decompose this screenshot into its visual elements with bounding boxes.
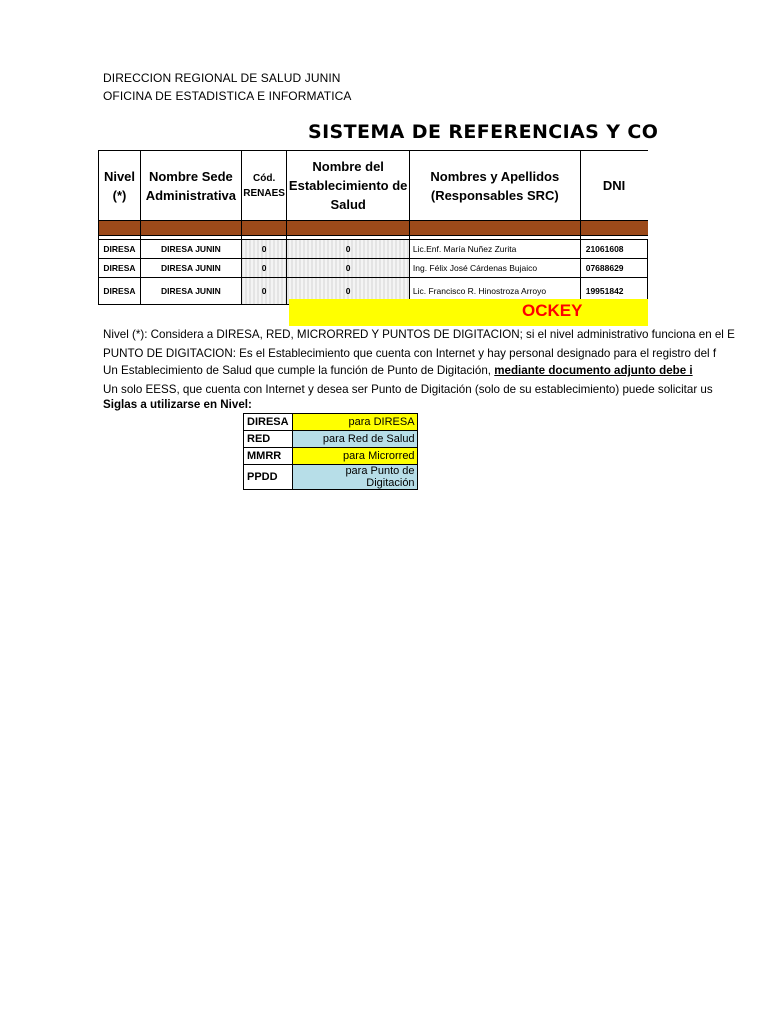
table-row — [99, 240, 648, 259]
col-header-responsables: Nombres y Apellidos (Responsables SRC) — [409, 151, 580, 221]
page-title: SISTEMA DE REFERENCIAS Y CO — [308, 121, 659, 143]
cell-responsable[interactable]: Lic. Francisco R. Hinostroza Arroyo — [409, 278, 580, 305]
cell-nivel[interactable]: DIRESA — [99, 259, 141, 278]
cell-nivel[interactable]: DIRESA — [99, 278, 141, 305]
col-header-sede: Nombre Sede Administrativa — [140, 151, 241, 221]
note-eess: Un solo EESS, que cuenta con Internet y desea ser Punto de Digitación (solo de su establecimiento) puede solicitar us — [103, 383, 713, 396]
col-header-cod: Cód. RENAES — [241, 151, 287, 221]
col-header-establecimiento: Nombre del Establecimiento de Salud — [287, 151, 409, 221]
cell-dni[interactable]: 19951842 — [580, 278, 647, 305]
legend-code[interactable]: RED — [244, 431, 293, 448]
legend-code[interactable]: DIRESA — [244, 414, 293, 431]
cell-dni[interactable]: 07688629 — [580, 259, 647, 278]
cell-sede[interactable]: DIRESA JUNIN — [140, 240, 241, 259]
note-nivel: Nivel (*): Considera a DIRESA, RED, MICRORRED Y PUNTOS DE DIGITACION; si el nivel administrativo funciona en el E — [103, 328, 735, 341]
ockey-banner — [289, 299, 648, 326]
note-siglas: Siglas a utilizarse en Nivel: — [103, 398, 252, 411]
legend-row — [244, 465, 418, 490]
cell-sede[interactable]: DIRESA JUNIN — [140, 278, 241, 305]
legend-row — [244, 414, 418, 431]
legend-desc[interactable]: para Punto de Digitación — [292, 465, 417, 490]
cell-nivel[interactable]: DIRESA — [99, 240, 141, 259]
cell-dni[interactable]: 21061608 — [580, 240, 647, 259]
legend-desc[interactable]: para Red de Salud — [292, 431, 417, 448]
cell-responsable[interactable]: Lic.Enf. María Nuñez Zurita — [409, 240, 580, 259]
legend-desc[interactable]: para DIRESA — [292, 414, 417, 431]
col-header-nivel: Nivel (*) — [99, 151, 141, 221]
cell-cod[interactable]: 0 — [241, 278, 287, 305]
ockey-label: OCKEY — [522, 301, 583, 320]
legend-row — [244, 448, 418, 465]
cell-cod[interactable]: 0 — [241, 240, 287, 259]
separator-band — [99, 221, 648, 236]
cell-responsable[interactable]: Ing. Félix José Cárdenas Bujaico — [409, 259, 580, 278]
legend-code[interactable]: PPDD — [244, 465, 293, 490]
note-documento-adjunto: mediante documento adjunto debe i — [494, 364, 693, 377]
table-row — [99, 259, 648, 278]
legend-row — [244, 431, 418, 448]
cell-establecimiento[interactable]: 0 — [287, 278, 409, 305]
cell-sede[interactable]: DIRESA JUNIN — [140, 259, 241, 278]
header-line-2: OFICINA DE ESTADISTICA E INFORMATICA — [103, 89, 352, 103]
col-header-dni: DNI — [580, 151, 647, 221]
header-line-1: DIRECCION REGIONAL DE SALUD JUNIN — [103, 71, 341, 85]
cell-establecimiento[interactable]: 0 — [287, 259, 409, 278]
note-establecimiento — [103, 364, 693, 377]
legend-desc[interactable]: para Microrred — [292, 448, 417, 465]
note-establecimiento-text: Un Establecimiento de Salud que cumple la función de Punto de Digitación, — [103, 364, 495, 377]
cell-cod[interactable]: 0 — [241, 259, 287, 278]
table-header-row — [99, 151, 648, 221]
cell-establecimiento[interactable]: 0 — [287, 240, 409, 259]
responsables-table — [98, 150, 648, 305]
siglas-legend — [243, 413, 418, 490]
note-punto-digitacion: PUNTO DE DIGITACION: Es el Establecimiento que cuenta con Internet y hay personal designado para el registro del f — [103, 347, 717, 360]
legend-code[interactable]: MMRR — [244, 448, 293, 465]
